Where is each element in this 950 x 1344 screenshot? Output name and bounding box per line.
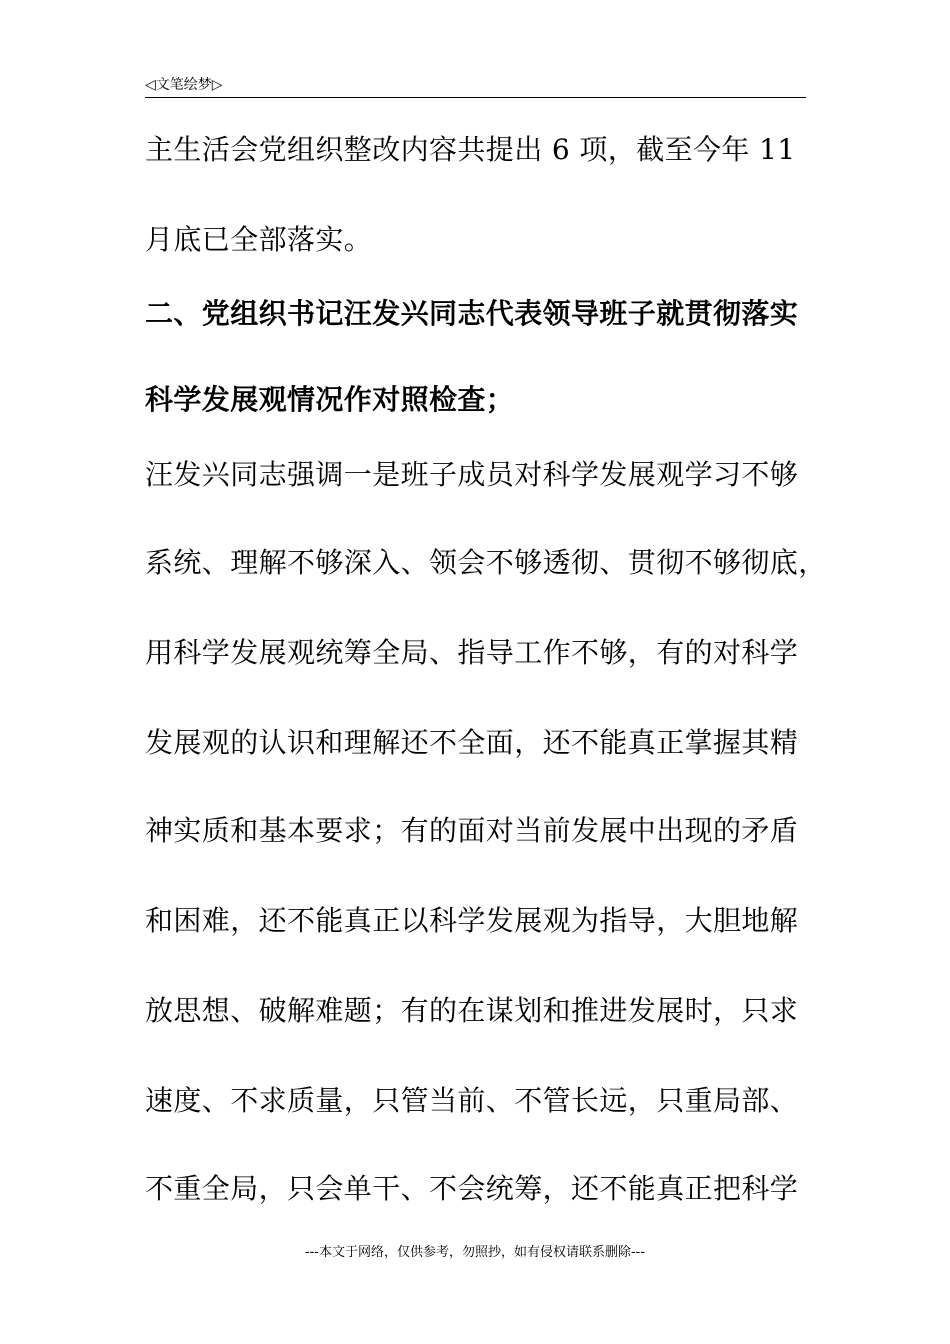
body-line-7: 神实质和基本要求；有的面对当前发展中出现的矛盾 — [145, 814, 799, 847]
body-line-10: 速度、不求质量，只管当前、不管长远，只重局部、 — [145, 1084, 799, 1117]
body-line-3: 汪发兴同志强调一是班子成员对科学发展观学习不够 — [145, 458, 799, 491]
page-footer-disclaimer: ---本文于网络，仅供参考，勿照抄，如有侵权请联系删除--- — [304, 1245, 646, 1260]
body-line-8: 和困难，还不能真正以科学发展观为指导，大胆地解 — [145, 904, 799, 937]
header-divider — [145, 97, 806, 98]
body-line-5: 用科学发展观统筹全局、指导工作不够，有的对科学 — [145, 636, 799, 669]
section-heading-line-1: 二、党组织书记汪发兴同志代表领导班子就贯彻落实 — [145, 297, 799, 330]
body-line-4: 系统、理解不够深入、领会不够透彻、贯彻不够彻底， — [145, 546, 827, 579]
body-line-1: 主生活会党组织整改内容共提出 6 项，截至今年 11 — [145, 133, 796, 166]
body-line-9: 放思想、破解难题；有的在谋划和推进发展时，只求 — [145, 994, 799, 1027]
section-heading-line-2: 科学发展观情况作对照检查； — [145, 383, 515, 416]
page-header: ◁文笔绘梦▷ — [145, 77, 223, 93]
body-line-11: 不重全局，只会单干、不会统筹，还不能真正把科学 — [145, 1172, 799, 1205]
body-line-6: 发展观的认识和理解还不全面，还不能真正掌握其精 — [145, 726, 799, 759]
body-line-2: 月底已全部落实。 — [145, 223, 373, 256]
